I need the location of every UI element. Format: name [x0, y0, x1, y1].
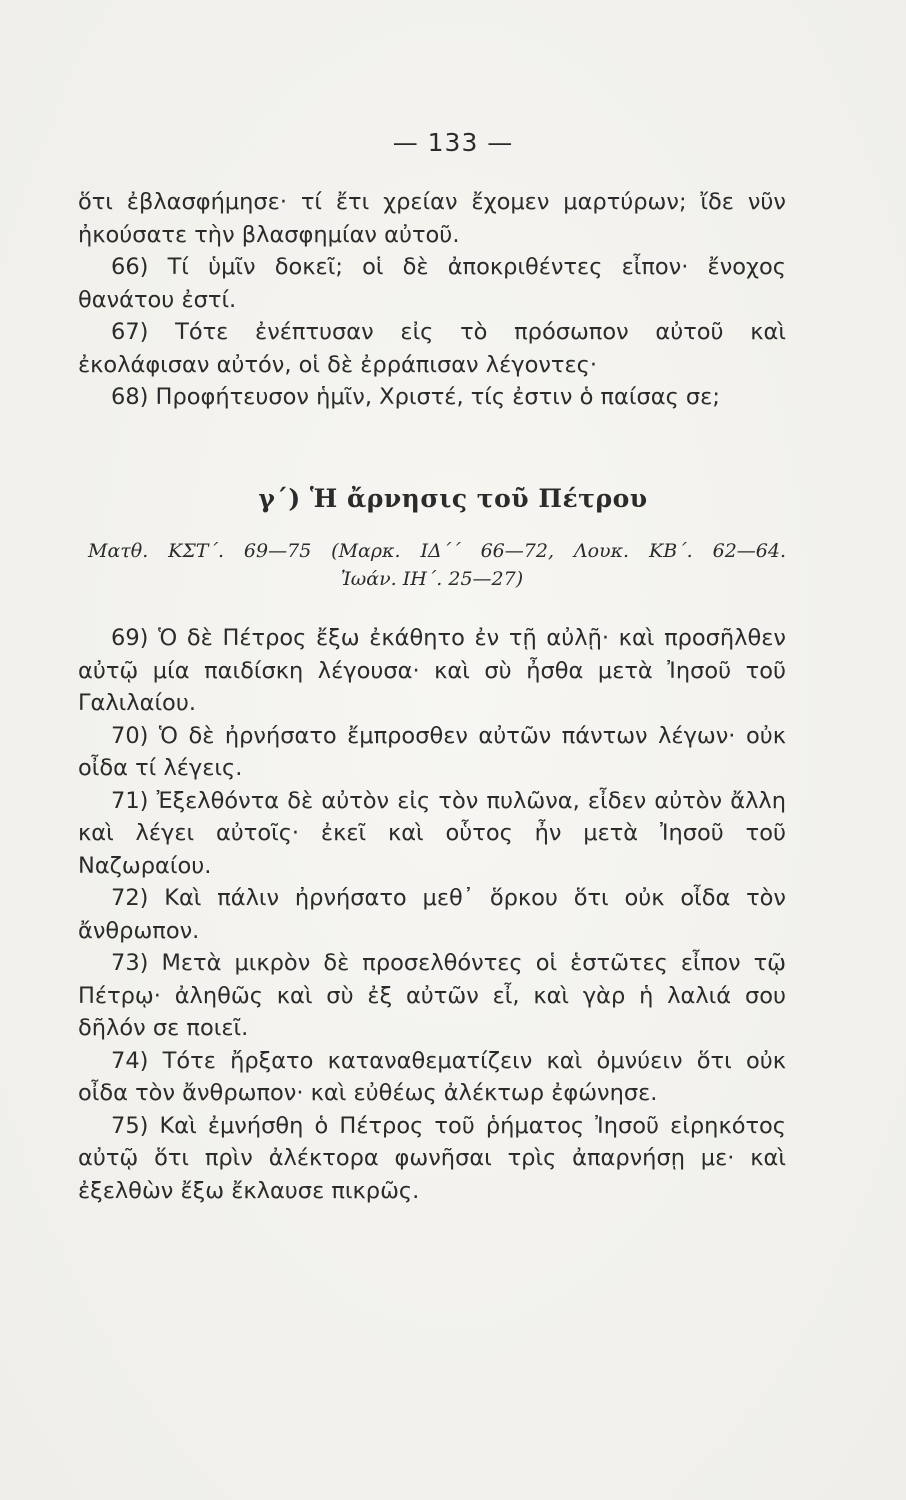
verse-paragraph: 75) Καὶ ἐμνήσθη ὁ Πέτρος τοῦ ῥήματος Ἰησοῦ εἰρηκότος αὐτῷ ὅτι πρὶν ἀλέκτορα φωνῆσαι τρὶς ἀπαρνήσῃ με· καὶ ἐξελθὼν ἔξω ἔκλαυσε πικρῶς. [78, 1112, 786, 1204]
verse-paragraph: 67) Τότε ἐνέπτυσαν εἰς τὸ πρόσωπον αὐτοῦ καὶ ἐκολάφισαν αὐτόν, οἱ δὲ ἐρράπισαν λέγοντες· [78, 319, 786, 378]
section-heading: γ΄) Ἡ ἄρνησις τοῦ Πέτρου [258, 484, 648, 513]
verse-paragraph: 69) Ὁ δὲ Πέτρος ἔξω ἐκάθητο ἐν τῇ αὐλῇ· καὶ προσῆλθεν αὐτῷ μία παιδίσκη λέγουσα· καὶ σὺ ἦσθα μετὰ Ἰησοῦ τοῦ Γαλιλαίου. [78, 625, 786, 716]
reference-line: Ματθ. ΚΣΤ΄. 69—75 (Μαρκ. ΙΔ΄΄ 66—72, Λουκ. ΚΒ΄. 62—64. [88, 540, 786, 562]
verse-paragraph: 72) Καὶ πάλιν ἠρνήσατο μεθ᾽ ὅρκου ὅτι οὐκ οἶδα τὸν ἄνθρωπον. [78, 885, 786, 944]
page-number: — 133 — [392, 128, 514, 157]
text-block-lower [78, 622, 786, 1207]
verse-paragraph: 66) Τί ὑμῖν δοκεῖ; οἱ δὲ ἀποκριθέντες εἶπον· ἔνοχος θανάτου ἐστί. [78, 254, 786, 313]
verse-paragraph: 71) Ἐξελθόντα δὲ αὐτὸν εἰς τὸν πυλῶνα, εἶδεν αὐτὸν ἄλλη καὶ λέγει αὐτοῖς· ἐκεῖ καὶ οὗτος ἦν μετὰ Ἰησοῦ τοῦ Ναζωραίου. [78, 787, 786, 879]
verse-paragraph: 73) Μετὰ μικρὸν δὲ προσελθόντες οἱ ἑστῶτες εἶπον τῷ Πέτρῳ· ἀληθῶς καὶ σὺ ἐξ αὐτῶν εἶ, καὶ γὰρ ἡ λαλιά σου δῆλόν σε ποιεῖ. [78, 950, 786, 1041]
text-block-upper [78, 186, 786, 414]
verse-paragraph: 68) Προφήτευσον ἡμῖν, Χριστέ, τίς ἐστιν ὁ παίσας σε; [111, 384, 720, 410]
scripture-references [78, 537, 786, 593]
paragraph: ὅτι ἐβλασφήμησε· τί ἔτι χρείαν ἔχομεν μαρτύρων; ἴδε νῦν ἠκούσατε τὴν βλασφημίαν αὐτοῦ. [78, 189, 786, 248]
reference-line: Ἰωάν. ΙΗ΄. 25—27) [340, 568, 524, 590]
verse-paragraph: 74) Τότε ἤρξατο καταναθεματίζειν καὶ ὀμνύειν ὅτι οὐκ οἶδα τὸν ἄνθρωπον· καὶ εὐθέως ἀλέκτωρ ἐφώνησε. [78, 1047, 786, 1106]
verse-paragraph: 70) Ὁ δὲ ἠρνήσατο ἔμπροσθεν αὐτῶν πάντων λέγων· οὐκ οἶδα τί λέγεις. [78, 722, 786, 781]
